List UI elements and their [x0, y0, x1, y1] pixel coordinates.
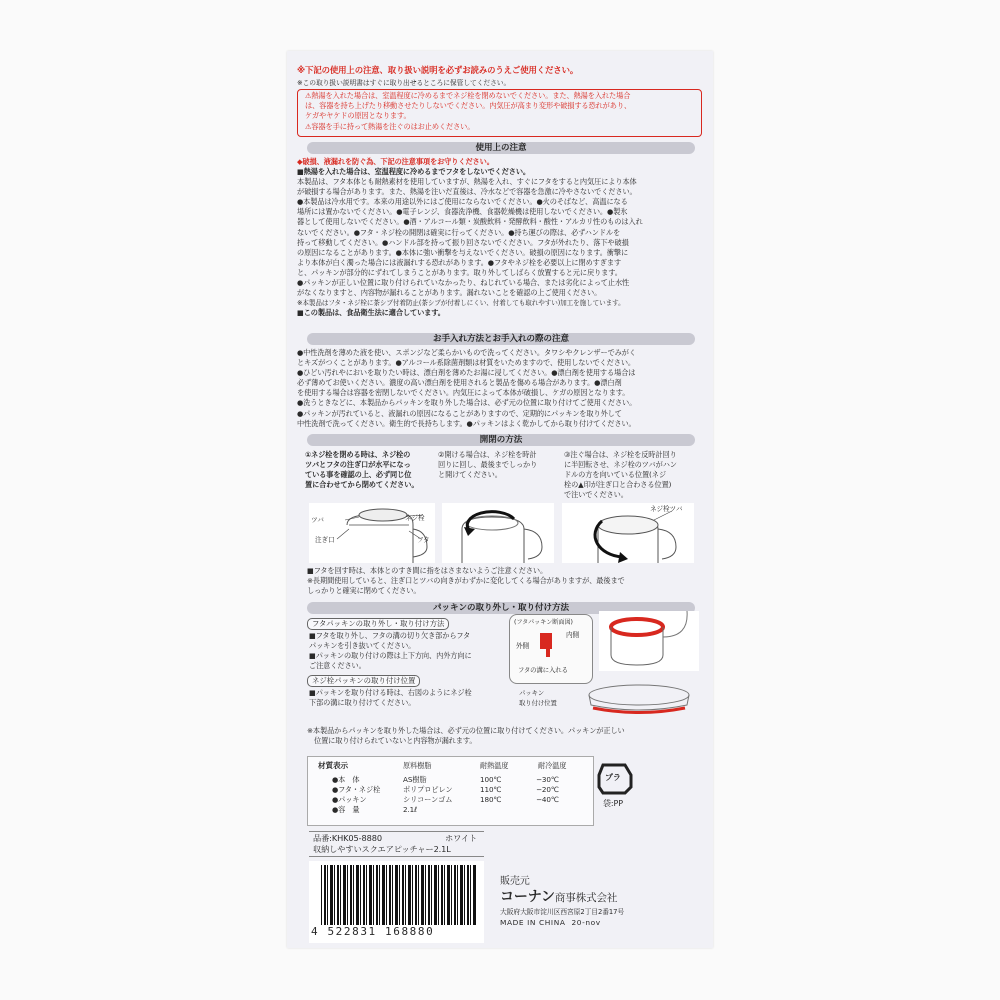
section-title: 使用上の注意 [475, 143, 527, 153]
packing-line: ■パッキンの取り付けの際は上下方向、内外方向に [309, 651, 472, 661]
usage-line: ■熱湯を入れた場合は、室温程度に冷めるまでフタをしないでください。 [297, 167, 530, 176]
usage-line: 持って移動してください。●ハンドル部を持って振り回さないでください。フタが外れたり、落下や破損 [297, 237, 629, 247]
seller-info [500, 875, 624, 928]
screw-packing-illustration [583, 681, 695, 715]
lid-with-red-ring-icon [599, 611, 699, 671]
outer-label: 外側 [516, 642, 529, 650]
usage-line: と、パッキンが部分的にずれてしまうことがあります。取り外してしばらく放置すると元に戻ります。 [297, 267, 622, 277]
packing-line: 下部の溝に取り付けてください。 [309, 698, 416, 708]
diagram-close [309, 503, 435, 563]
company-name [500, 889, 624, 907]
table-cell: ●パッキン [332, 795, 367, 805]
step-line: 回りに回し、最後までしっかり [438, 460, 538, 470]
table-cell: シリコーンゴム [403, 795, 453, 805]
section-title: お手入れ方法とお手入れの際の注意 [432, 334, 569, 344]
care-line: 必ず薄めてお使いください。濃度の高い漂白剤を使用されると製品を傷める場合があります。●漂白剤 [297, 378, 622, 388]
warning-line: は、容器を持ち上げたり移動させたりしないでください。内気圧が高まり変形や破損する恐れがあり、 [305, 101, 632, 110]
lid-packing-illustration [599, 611, 699, 671]
opening-step-2 [438, 450, 537, 480]
care-line: ●パッキンが汚れていると、液漏れの原因になることがありますので、定期的にパッキンを取り外して [297, 408, 622, 418]
company-address: 大阪府大阪市淀川区西宮原2丁目2番17号 [500, 908, 625, 916]
opening-step-1 [305, 450, 418, 490]
diagram-pour [562, 503, 694, 563]
packing-section-box [509, 614, 593, 684]
keep-note: ※この取り扱い説明書はすぐに取り出せるところに保管してください。 [297, 79, 511, 87]
lid-packing-heading: フタパッキンの取り外し・取り付け方法 [307, 618, 449, 630]
step-line: ツバとフタの注ぎ口が水平になっ [305, 460, 411, 470]
section-bar-care [307, 333, 695, 345]
warning-line: ケガやヤケドの原因となります。 [305, 111, 411, 120]
care-line: ●ひどい汚れやにおいを取りたい時は、漂白剤を薄めたお湯に浸してください。●漂白剤を使用する場合は [297, 368, 636, 378]
care-line: を使用する場合は容器を密閉しないでください。内気圧によって本体が破損し、ケガの原因となります。 [297, 388, 630, 398]
usage-line: ないでください。●フタ・ネジ栓の開閉は確実に行ってください。●持ち運びの際は、必ずハンドルを [297, 227, 621, 237]
care-line: ●中性洗剤を薄めた液を使い、スポンジなど柔らかいもので洗ってください。タワシやクレンザーでみがく [297, 348, 636, 357]
label-tsuba: ツバ [311, 516, 324, 524]
care-line: とキズがつくことがあります。●アルコール系除菌剤類は材質をいためますので、使用しないでください。 [297, 358, 635, 368]
packing-notes [307, 726, 625, 746]
materials-table [307, 756, 594, 826]
date-code: 20-nov [571, 918, 601, 928]
step-line: と開けてください。 [438, 470, 502, 480]
usage-line: の原因になることがあります。●本体に強い衝撃を与えないでください。破損の原因になります。衝撃に [297, 247, 629, 257]
step-line: ②開ける場合は、ネジ栓を時計 [438, 450, 537, 459]
usage-line: ●本製品は冷水用です。本来の用途以外にはご使用にならないでください。●火のそばなど、高温になる [297, 197, 628, 207]
product-info [309, 831, 484, 857]
usage-line: ■この製品は、食品衛生法に適合しています。 [297, 308, 445, 318]
care-line: ●洗うときなどに、本製品からパッキンを取り外した場合は、必ず元の位置に取り付けてご使用ください。 [297, 398, 637, 408]
label-nejisen: ネジ栓 [405, 514, 425, 522]
packing-note: 位置に取り付けられていないと内容物が漏れます。 [314, 736, 477, 746]
table-cell: ●フタ・ネジ栓 [332, 785, 381, 795]
step-line: 置に合わせてから閉めてください。 [305, 480, 419, 490]
origin-line [500, 918, 624, 928]
materials-resins [403, 775, 452, 815]
product-name: 収納しやすいスクエアピッチャー2.1L [313, 844, 451, 854]
step-line: ①ネジ栓を閉める時は、ネジ栓の [305, 450, 411, 459]
screw-cap-icon [583, 681, 695, 715]
opening-note: ※長期間使用していると、注ぎ口とツバの向きがわずかに変化してくる場合がありますが、最後まで [307, 576, 625, 586]
usage-line: ●パッキンが正しい位置に取り付けられていなかったり、ねじれている場合、または劣化によって止水性 [297, 278, 630, 288]
usage-line: 本製品は、フタ本体とも耐熱素材を使用していますが、熱湯を入れ、すぐにフタをすると内気圧により本体 [297, 177, 637, 187]
section-title: パッキンの取り外し・取り付け方法 [433, 603, 569, 613]
product-code: 品番:KHK05-8880 [313, 833, 382, 843]
step-line: で注いでください。 [564, 490, 628, 500]
table-cell: ポリプロピレン [403, 785, 453, 795]
groove-label: フタの溝に入れる [518, 666, 568, 674]
inner-label: 内側 [566, 631, 579, 639]
main-warning: ※下記の使用上の注意、取り扱い説明を必ずお読みのうえご使用ください。 [297, 65, 579, 75]
materials-heat [480, 775, 501, 805]
barcode-bars [321, 865, 476, 925]
product-color: ホワイト [445, 833, 478, 843]
usage-line: がなくなりますと、内容物が漏れることがあります。漏れないことを確認の上ご使用ください。 [297, 288, 602, 298]
rotate-clockwise-illustration [442, 503, 554, 563]
header-cold: 耐冷温度 [538, 761, 567, 770]
label-futa: フタ [417, 536, 430, 544]
lid-packing-text [309, 631, 472, 671]
usage-text [297, 167, 643, 318]
usage-line: 器として使用しないでください。●酒・アルコール類・炭酸飲料・発酵飲料・酸性・アルカリ性のものは入れ [297, 217, 643, 227]
section-caption: (フタパッキン断面図) [514, 619, 573, 626]
mount-label-line: パッキン [519, 689, 545, 697]
screw-packing-heading: ネジ栓パッキンの取り付け位置 [307, 675, 420, 687]
mount-label-line: 取り付け位置 [519, 699, 557, 708]
diagram-open [442, 503, 554, 563]
care-text [297, 348, 636, 429]
section-bar-usage [307, 142, 695, 154]
warning-line: ⚠容器を手に持って熱湯を注ぐのはお止めください。 [305, 122, 475, 131]
mount-position-label [519, 688, 557, 708]
step-line: 栓の▲印が注ぎ口と合わさる位置) [564, 480, 672, 490]
warning-line: ⚠熱湯を入れた場合は、室温程度に冷めるまでネジ栓を閉めないでください。また、熱湯を入れた場合 [305, 91, 631, 100]
packing-line: ■パッキンを取り付ける時は、右図のようにネジ栓 [309, 688, 472, 697]
materials-title: 材質表示 [318, 761, 348, 770]
table-cell: ●容 量 [332, 805, 360, 815]
recycle-text: プラ [605, 773, 621, 782]
care-line: 中性洗剤で洗ってください。衛生的で長持ちします。●パッキンはよく乾かしてから取り付けてください。 [297, 418, 636, 428]
plastic-recycle-mark [595, 761, 635, 811]
barcode-number: 4 522831 168880 [311, 925, 435, 938]
table-cell: −40℃ [536, 795, 559, 805]
table-cell: AS樹脂 [403, 775, 427, 784]
table-cell: 180℃ [480, 795, 502, 805]
opening-step-3 [564, 450, 677, 500]
step-line: ③注ぐ場合は、ネジ栓を反時計回り [564, 450, 677, 459]
header-heat: 耐熱温度 [480, 761, 509, 770]
step-line: に半回転させ、ネジ栓のツバがハン [564, 460, 677, 470]
barcode [309, 861, 484, 943]
materials-parts [332, 775, 380, 815]
opening-notes [307, 566, 625, 596]
table-cell: −20℃ [536, 785, 559, 795]
packing-note: ※本製品からパッキンを取り外した場合は、必ず元の位置に取り付けてください。パッキンが正しい [307, 726, 625, 735]
step-line: ドルの方を向いている位置(ネジ [564, 470, 666, 480]
label-nejisen-tsuba: ネジ栓ツバ [650, 505, 683, 513]
warning-box [297, 89, 702, 137]
section-bar-opening [307, 434, 695, 446]
table-cell: 110℃ [480, 785, 502, 795]
packing-red-stem [546, 649, 550, 657]
usage-line: より本体が白く濁った場合には液漏れする恐れがあります。●フタやネジ栓を必要以上に閉めすぎます [297, 257, 622, 267]
instruction-label [287, 51, 713, 948]
screw-packing-text [309, 688, 472, 708]
materials-cold [536, 775, 559, 805]
company-brand: コーナン [500, 889, 555, 905]
label-sosogiguchi: 注ぎ口 [315, 536, 335, 544]
table-cell: 2.1ℓ [403, 805, 417, 815]
packing-red-block [540, 633, 552, 649]
packing-line: ■フタを取り外し、フタの溝の切り欠き部からフタ [309, 631, 471, 640]
recycle-label: 袋:PP [603, 799, 623, 808]
table-cell: ●本 体 [332, 775, 360, 784]
table-cell: 100℃ [480, 775, 502, 784]
usage-line: 場所には置かないでください。●電子レンジ、食器洗浄機、食器乾燥機は使用しないでください。●製氷 [297, 207, 628, 217]
table-cell: −30℃ [536, 775, 559, 784]
step-line: ている事を確認の上、必ず同じ位 [305, 470, 412, 480]
usage-line: ※本製品はフタ・ネジ栓に茶シブ付着防止(茶シブが付着しにくい、付着しても取れやすい)加工を施しています。 [297, 299, 625, 308]
company-rest: 商事株式会社 [554, 892, 618, 904]
pitcher-lid-illustration [309, 503, 435, 563]
section-title: 開閉の方法 [479, 435, 523, 445]
packing-line: ご注意ください。 [309, 661, 366, 671]
seller-label: 販売元 [500, 876, 530, 887]
usage-line: が破損する場合があります。また、熱湯を注いだ直後は、冷水などで容器を急激に冷やさないでください。 [297, 187, 637, 197]
opening-note: ■フタを回す時は、本体とのすき間に指をはさまないようご注意ください。 [307, 566, 548, 575]
usage-lead: ◆破損、液漏れを防ぐ為、下記の注意事項をお守りください。 [297, 157, 494, 166]
origin: MADE IN CHINA [500, 918, 566, 928]
opening-note: しっかりと確実に閉めてください。 [307, 586, 421, 596]
packing-line: パッキンを引き抜いてください。 [309, 641, 416, 651]
header-resin: 原料樹脂 [403, 761, 432, 770]
